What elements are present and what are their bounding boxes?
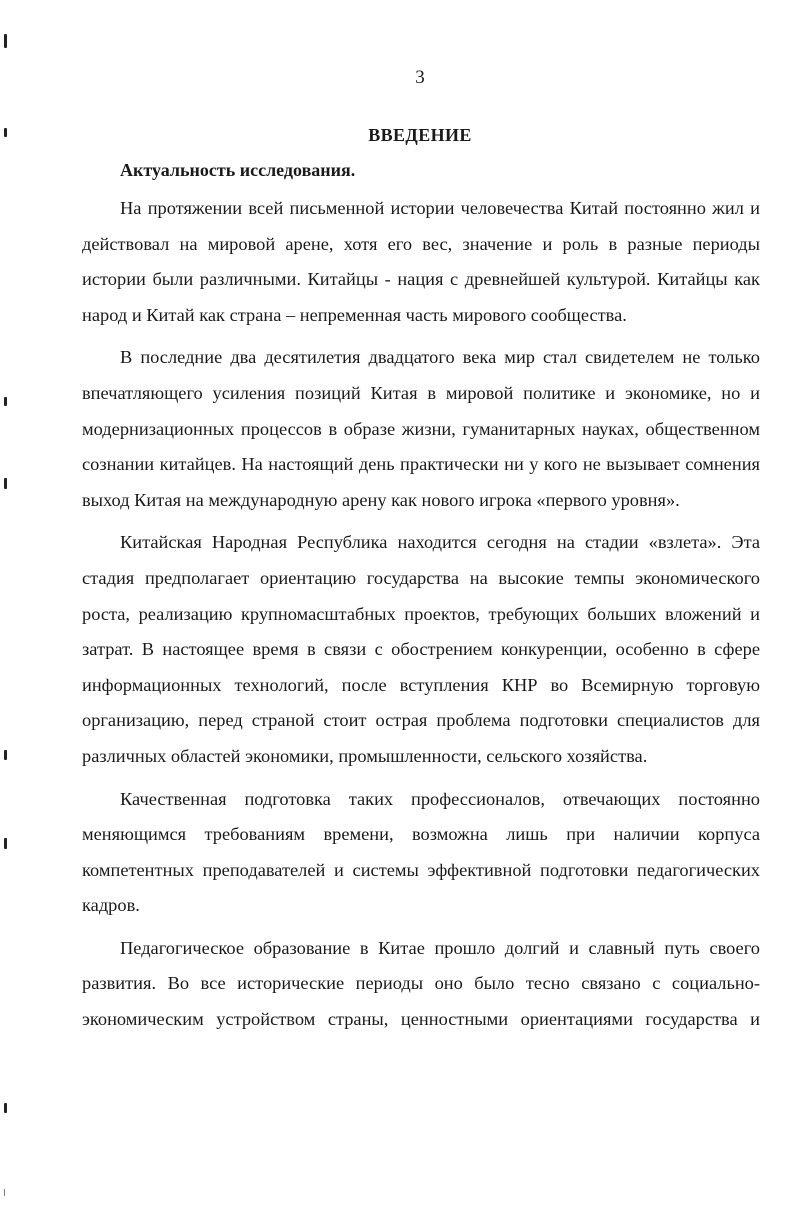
page-number: 3 <box>415 67 425 88</box>
scan-margin-mark <box>4 750 7 760</box>
scan-margin-mark <box>4 34 7 48</box>
paragraph: На протяжении всей письменной истории человечества Китай постоянно жил и действовал на мировой арене, хотя его вес, значение и роль в разные периоды истории были различными. Китайцы - нация с древнейшей культурой. Китайцы как народ и Китай как страна – непременная часть мирового сообщества. <box>82 198 760 325</box>
scan-margin-mark <box>4 478 7 489</box>
scan-margin-mark <box>4 1189 5 1196</box>
body-text <box>82 191 760 1045</box>
paragraph: Качественная подготовка таких профессионалов, отвечающих постоянно меняющимся требованиям времени, возможна лишь при наличии корпуса компетентных преподавателей и системы эффективной подготовки педагогических кадров. <box>82 788 760 916</box>
paragraph: Китайская Народная Республика находится сегодня на стадии «взлета». Эта стадия предполагает ориентацию государства на высокие темпы экономического роста, реализацию крупномасштабных проектов, требующих больших вложений и затрат. В настоящее время в связи с обострением конкуренции, особенно в сфере информационных технологий, после вступления КНР во Всемирную торговую организацию, перед страной стоит острая проблема подготовки специалистов для различных областей экономики, промышленности, сельского хозяйства. <box>82 532 760 766</box>
scan-margin-mark <box>4 1103 7 1113</box>
scan-margin-mark <box>4 838 7 849</box>
scan-margin-mark <box>4 397 7 406</box>
paragraph: Педагогическое образование в Китае прошло долгий и славный путь своего развития. Во все исторические периоды оно было тесно связано с социально-экономическим устройством страны, ценностными ориентациями государства и <box>82 937 760 1030</box>
paragraph: В последние два десятилетия двадцатого века мир стал свидетелем не только впечатляющего усиления позиций Китая в мировой политике и экономике, но и модернизационных процессов в образе жизни, гуманитарных науках, общественном сознании китайцев. На настоящий день практически ни у кого не вызывает сомнения выход Китая на международную арену как нового игрока «первого уровня». <box>82 347 760 510</box>
subsection-heading: Актуальность исследования. <box>120 160 356 180</box>
section-heading: ВВЕДЕНИЕ <box>368 125 472 145</box>
